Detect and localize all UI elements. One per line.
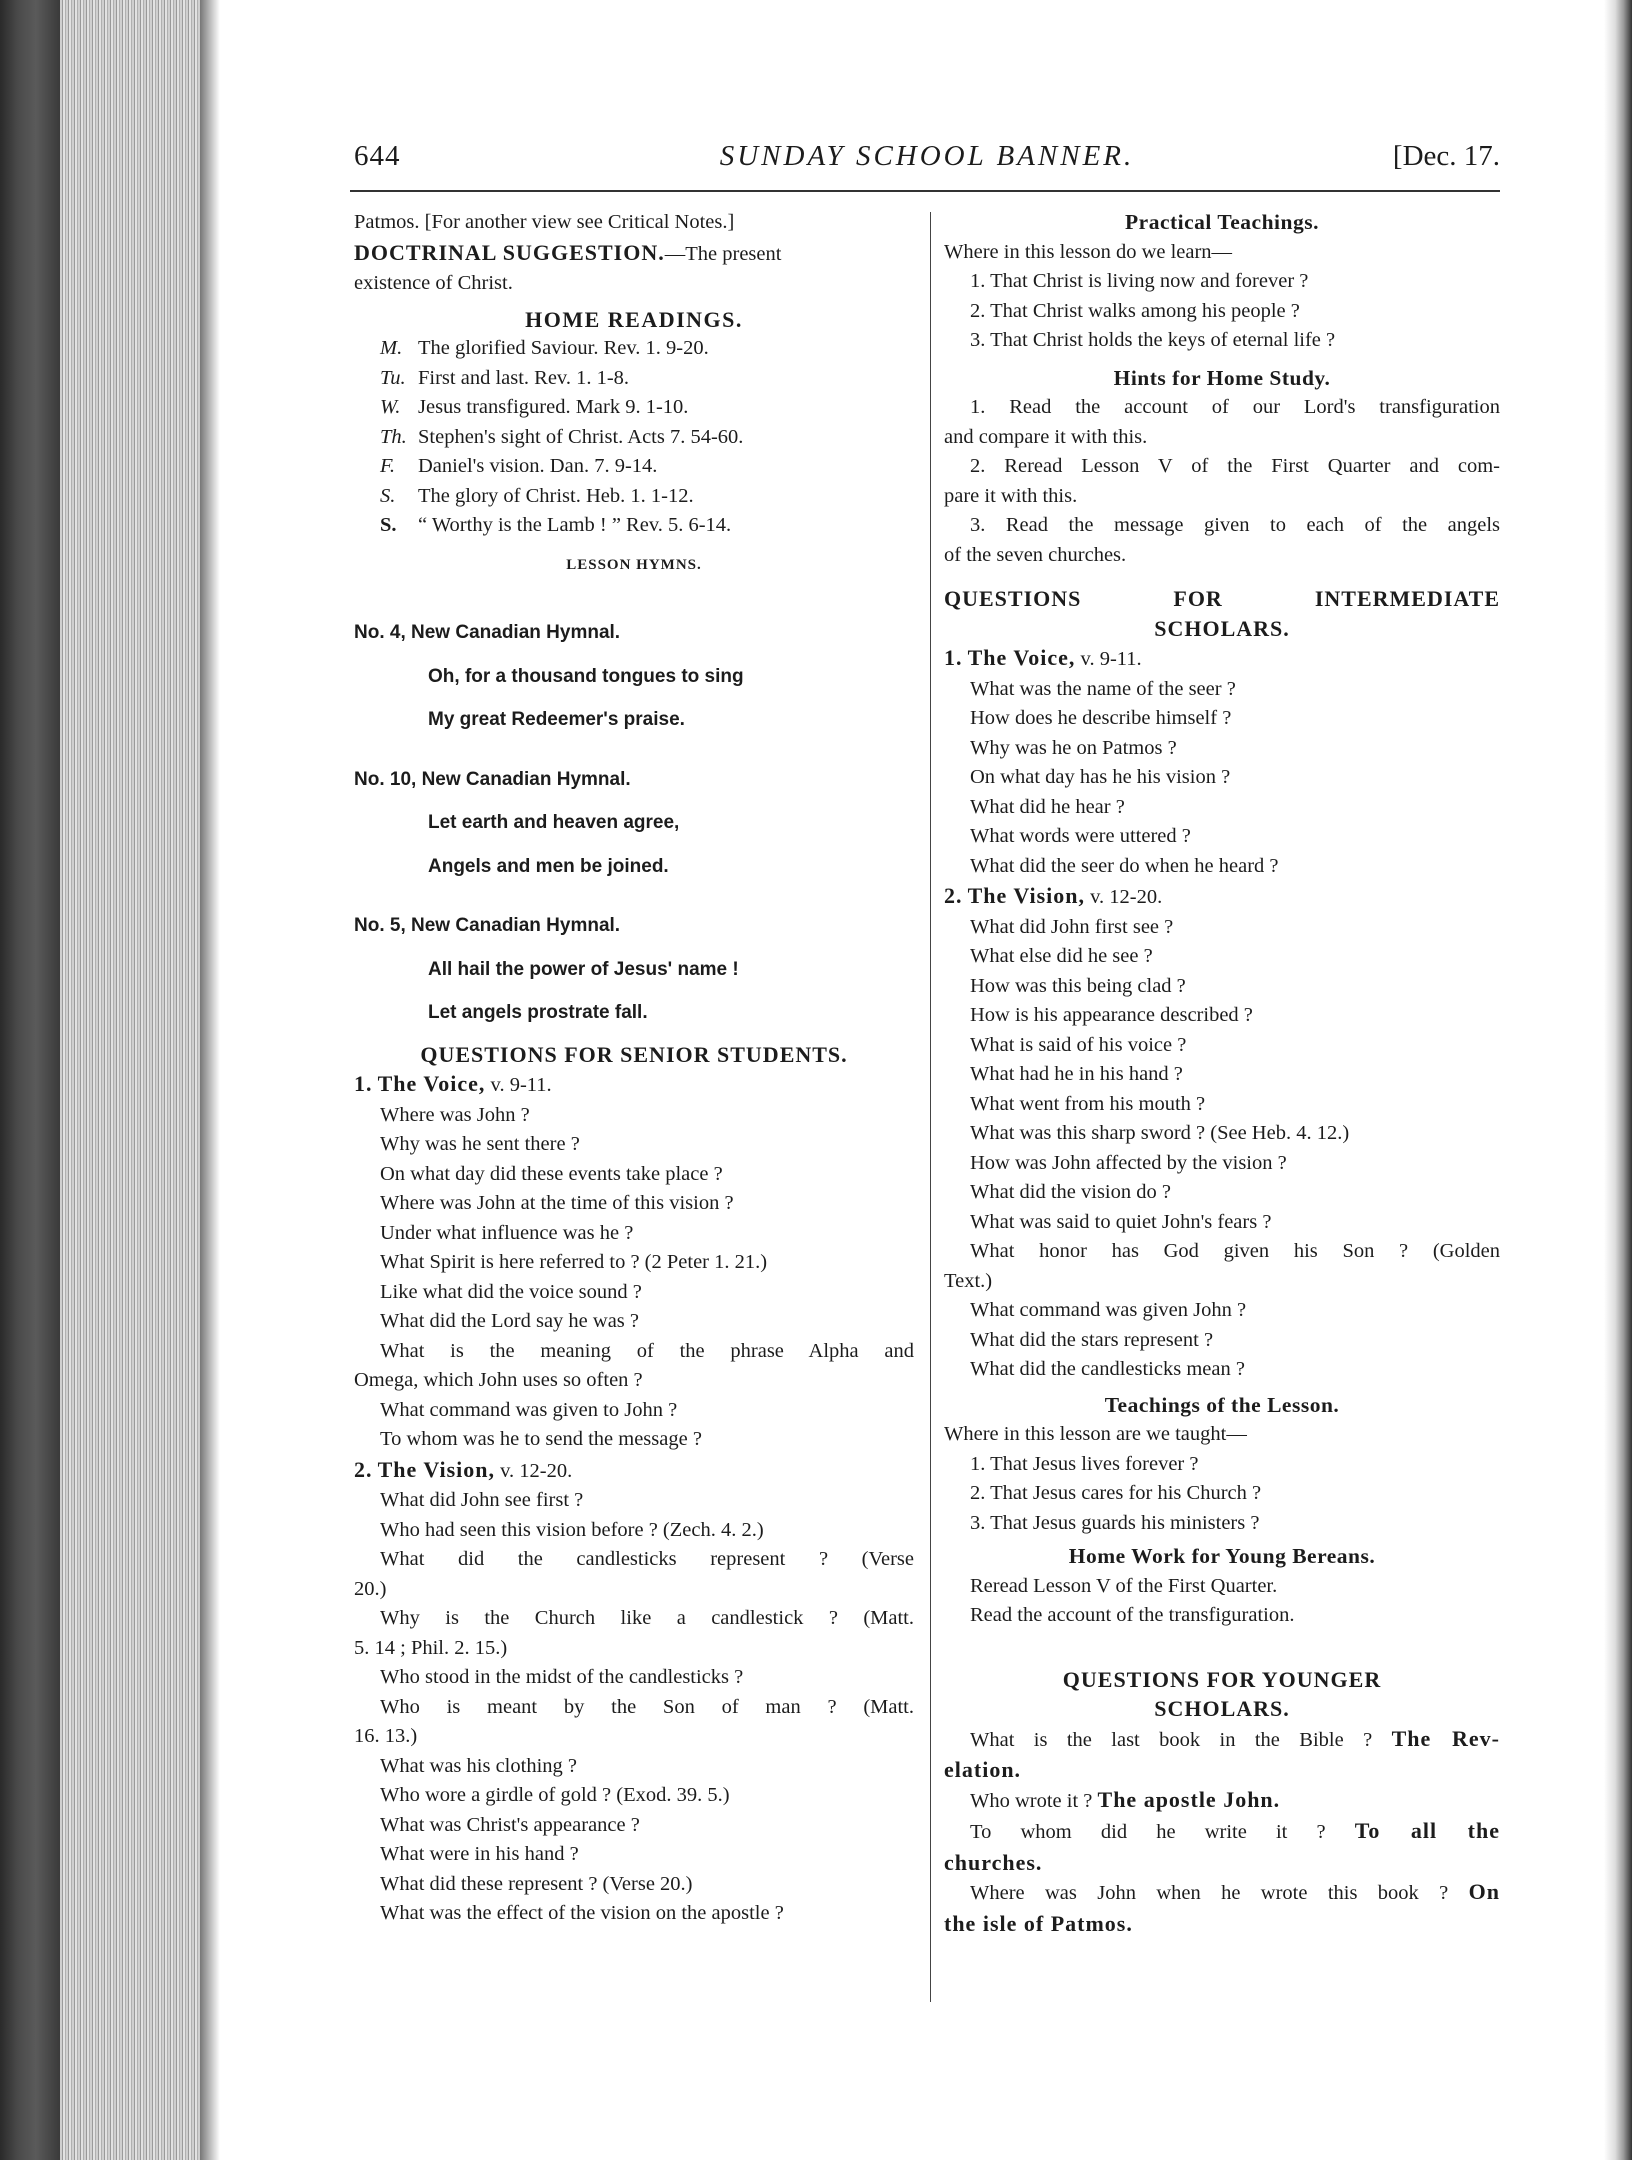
reading-item xyxy=(354,364,914,394)
question-line: What command was given John ? xyxy=(970,1299,1247,1321)
section-number: 2. xyxy=(354,1456,373,1482)
younger-title-line1: QUESTIONS FOR YOUNGER xyxy=(1062,1666,1382,1692)
question-line: What did the candlesticks represent ? (Verse xyxy=(380,1548,914,1570)
answer-text: The Rev- xyxy=(1391,1725,1500,1751)
question-line: What command was given to John ? xyxy=(380,1398,678,1421)
section-heading: The Vision, xyxy=(377,1456,495,1482)
practical-item: 3. That Christ holds the keys of eternal life ? xyxy=(970,329,1336,351)
question-line: 16. 13.) xyxy=(354,1725,418,1747)
hymn-spacer xyxy=(354,735,914,765)
question-line: How does he describe himself ? xyxy=(970,707,1232,729)
homework-item: Read the account of the transfiguration. xyxy=(970,1604,1295,1626)
book-spine xyxy=(0,0,60,2160)
senior-section-1-heading xyxy=(354,1069,914,1101)
practical-item: 2. That Christ walks among his people ? xyxy=(970,299,1300,322)
section-heading: The Vision, xyxy=(967,883,1085,908)
doctrinal-suggestion xyxy=(354,238,914,270)
undefined xyxy=(354,691,914,705)
teachings-title: Teachings of the Lesson. xyxy=(1104,1392,1340,1417)
answer-continued: elation. xyxy=(944,1757,1022,1782)
reading-day: M. xyxy=(380,337,403,359)
reading-item xyxy=(354,334,914,364)
practical-item: 1. That Christ is living now and forever ? xyxy=(970,270,1309,292)
hint-line: pare it with this. xyxy=(944,484,1078,507)
question-line: What did the Lord say he was ? xyxy=(380,1310,640,1332)
doctrinal-text: —The present xyxy=(664,242,782,265)
reading-text: Daniel's vision. Dan. 7. 9-14. xyxy=(418,455,658,477)
question-line: 20.) xyxy=(354,1577,387,1600)
question-line: What is the meaning of the phrase Alpha and xyxy=(380,1339,914,1362)
hymn-title: No. 5, New Canadian Hymnal. xyxy=(354,915,621,936)
intermediate-title-line1: QUESTIONS FOR INTERMEDIATE xyxy=(944,586,1500,611)
intermediate-section-1-questions xyxy=(944,675,1500,882)
younger-question xyxy=(944,1816,1500,1848)
question-line: Why was he sent there ? xyxy=(380,1133,580,1155)
younger-question xyxy=(944,1785,1500,1817)
page-edges xyxy=(60,0,200,2160)
reading-item xyxy=(354,393,914,423)
hymn-list xyxy=(354,580,914,1028)
younger-title-line2: SCHOLARS. xyxy=(1154,1696,1290,1721)
practical-intro: Where in this lesson do we learn— xyxy=(944,240,1233,263)
question-line: What was said to quiet John's fears ? xyxy=(970,1210,1272,1233)
reading-day: F. xyxy=(380,455,396,477)
homework-item: Reread Lesson V of the First Quarter. xyxy=(970,1574,1278,1597)
question-line: What did these represent ? (Verse 20.) xyxy=(380,1872,693,1895)
question-line: Like what did the voice sound ? xyxy=(380,1280,642,1303)
section-number: 1. xyxy=(944,645,963,670)
intermediate-section-2-heading xyxy=(944,881,1500,913)
doctrinal-continued: existence of Christ. xyxy=(354,272,513,294)
header-rule xyxy=(350,190,1500,192)
question-text: To whom did he write it ? xyxy=(970,1821,1326,1843)
question-line: Omega, which John uses so often ? xyxy=(354,1369,643,1391)
practical-list xyxy=(944,267,1500,356)
reading-text: Jesus transfigured. Mark 9. 1-10. xyxy=(418,396,689,418)
question-line: What was the name of the seer ? xyxy=(970,677,1236,700)
hint-line: 1. Read the account of our Lord's transfiguration xyxy=(970,396,1500,418)
question-line: What did John see first ? xyxy=(380,1489,584,1511)
question-line: What was Christ's appearance ? xyxy=(380,1813,640,1836)
answer-text: The apostle John. xyxy=(1097,1786,1281,1812)
intermediate-section-2-questions xyxy=(944,913,1500,1385)
reading-day: S. xyxy=(380,484,396,507)
hymn-line: Angels and men be joined. xyxy=(428,855,669,877)
question-line: How is his appearance described ? xyxy=(970,1004,1253,1026)
senior-section-2-heading xyxy=(354,1455,914,1487)
home-readings-title: HOME READINGS. xyxy=(525,306,743,332)
teaching-item: 2. That Jesus cares for his Church ? xyxy=(970,1482,1262,1504)
question-line: What was his clothing ? xyxy=(380,1754,577,1777)
reading-day: Tu. xyxy=(380,366,406,389)
question-line: Why is the Church like a candlestick ? (Matt. xyxy=(380,1607,914,1629)
reading-day: S. xyxy=(380,514,397,536)
question-line: Why was he on Patmos ? xyxy=(970,736,1177,759)
question-line: Where was John at the time of this vision ? xyxy=(380,1192,734,1214)
question-line: Who wore a girdle of gold ? (Exod. 39. 5.) xyxy=(380,1784,730,1806)
question-line: What were in his hand ? xyxy=(380,1843,579,1865)
question-line: What did the stars represent ? xyxy=(970,1328,1214,1351)
question-line: What did John first see ? xyxy=(970,915,1174,938)
younger-question xyxy=(944,1724,1500,1756)
hymn-line: Let angels prostrate fall. xyxy=(428,1002,648,1023)
teachings-list xyxy=(944,1450,1500,1539)
reading-day: Th. xyxy=(380,425,407,448)
hints-title: Hints for Home Study. xyxy=(1113,365,1331,390)
intermediate-title-line2: SCHOLARS. xyxy=(1154,615,1290,641)
issue-date: [Dec. 17. xyxy=(1392,140,1500,172)
question-line: How was John affected by the vision ? xyxy=(970,1151,1287,1174)
undefined xyxy=(354,941,914,955)
section-number: 1. xyxy=(354,1071,373,1096)
question-line: What was this sharp sword ? (See Heb. 4. 12.) xyxy=(970,1122,1350,1144)
reading-text: First and last. Rev. 1. 1-8. xyxy=(418,366,630,389)
section-number: 2. xyxy=(944,883,963,908)
right-column xyxy=(944,208,1500,1938)
hymn-line: Let earth and heaven agree, xyxy=(428,812,680,833)
section-reference: v. 9-11. xyxy=(490,1074,552,1096)
question-line: What did the seer do when he heard ? xyxy=(970,854,1279,877)
section-reference: v. 12-20. xyxy=(500,1459,573,1482)
reading-item xyxy=(354,482,914,512)
answer-continued: the isle of Patmos. xyxy=(944,1910,1133,1936)
hint-line: 2. Reread Lesson V of the First Quarter and com- xyxy=(970,455,1500,477)
hint-line: of the seven churches. xyxy=(944,543,1127,566)
question-line: What honor has God given his Son ? (Golden xyxy=(970,1240,1500,1262)
senior-section-1-questions xyxy=(354,1101,914,1455)
hymn-line: My great Redeemer's praise. xyxy=(428,709,685,730)
question-line: Text.) xyxy=(944,1269,993,1292)
question-line: Who had seen this vision before ? (Zech. 4. 2.) xyxy=(380,1518,764,1541)
intro-line: Patmos. [For another view see Critical Notes.] xyxy=(354,211,735,233)
reading-text: Stephen's sight of Christ. Acts 7. 54-60. xyxy=(418,425,744,448)
page xyxy=(350,0,1500,2160)
teaching-item: 1. That Jesus lives forever ? xyxy=(970,1452,1199,1475)
question-line: What did the vision do ? xyxy=(970,1181,1171,1203)
undefined xyxy=(354,984,914,998)
question-line: What else did he see ? xyxy=(970,945,1153,967)
question-text: Where was John when he wrote this book ? xyxy=(970,1882,1449,1904)
question-line: On what day has he his vision ? xyxy=(970,766,1231,788)
question-line: Where was John ? xyxy=(380,1103,530,1126)
senior-questions-title: QUESTIONS FOR SENIOR STUDENTS. xyxy=(420,1041,848,1067)
question-line: Under what influence was he ? xyxy=(380,1221,634,1244)
hymn-spacer xyxy=(354,881,914,911)
hymn-title: No. 10, New Canadian Hymnal. xyxy=(354,768,631,790)
reading-item xyxy=(354,452,914,482)
left-column xyxy=(354,208,914,1929)
question-line: What did the candlesticks mean ? xyxy=(970,1358,1245,1380)
homework-list xyxy=(944,1572,1500,1631)
question-line: What Spirit is here referred to ? (2 Peter 1. 21.) xyxy=(380,1251,768,1273)
reading-text: The glory of Christ. Heb. 1. 1-12. xyxy=(418,484,694,507)
teachings-intro: Where in this lesson are we taught— xyxy=(944,1423,1247,1445)
reading-text: The glorified Saviour. Rev. 1. 9-20. xyxy=(418,337,709,359)
senior-section-2-questions xyxy=(354,1486,914,1929)
publication-title: SUNDAY SCHOOL BANNER. xyxy=(719,140,1135,172)
question-line: Who is meant by the Son of man ? (Matt. xyxy=(380,1695,914,1718)
section-reference: v. 12-20. xyxy=(1090,886,1163,908)
question-line: On what day did these events take place ? xyxy=(380,1162,723,1185)
question-line: What is said of his voice ? xyxy=(970,1033,1187,1056)
younger-questions xyxy=(944,1724,1500,1939)
hymn-spacer xyxy=(354,580,914,618)
question-line: Who stood in the midst of the candlesticks ? xyxy=(380,1666,744,1688)
reading-text: “ Worthy is the Lamb ! ” Rev. 5. 6-14. xyxy=(418,514,732,536)
question-text: Who wrote it ? xyxy=(970,1789,1093,1812)
gutter-shadow xyxy=(200,0,220,2160)
question-line: What was the effect of the vision on the apostle ? xyxy=(380,1902,784,1924)
question-line: What words were uttered ? xyxy=(970,825,1191,847)
section-reference: v. 9-11. xyxy=(1080,648,1142,670)
undefined xyxy=(354,648,914,662)
answer-text: On xyxy=(1468,1879,1501,1904)
answer-continued: churches. xyxy=(944,1849,1043,1875)
homework-title: Home Work for Young Bereans. xyxy=(1068,1544,1376,1568)
right-edge xyxy=(1604,0,1632,2160)
reading-item xyxy=(354,511,914,541)
teaching-item: 3. That Jesus guards his ministers ? xyxy=(970,1511,1260,1534)
section-heading: The Voice, xyxy=(377,1071,486,1096)
question-line: What went from his mouth ? xyxy=(970,1092,1206,1115)
younger-question xyxy=(944,1877,1500,1909)
question-line: 5. 14 ; Phil. 2. 15.) xyxy=(354,1636,508,1659)
answer-text: To all the xyxy=(1354,1818,1501,1843)
question-line: What had he in his hand ? xyxy=(970,1063,1183,1085)
hint-line: and compare it with this. xyxy=(944,425,1148,448)
question-line: How was this being clad ? xyxy=(970,974,1186,997)
reading-item xyxy=(354,423,914,453)
hymn-line: Oh, for a thousand tongues to sing xyxy=(428,665,744,687)
doctrinal-label: DOCTRINAL SUGGESTION. xyxy=(354,239,665,265)
hint-line: 3. Read the message given to each of the angels xyxy=(970,514,1500,536)
hymn-title: No. 4, New Canadian Hymnal. xyxy=(354,622,621,643)
question-line: To whom was he to send the message ? xyxy=(380,1428,702,1450)
reading-day: W. xyxy=(380,396,401,418)
hymn-line: All hail the power of Jesus' name ! xyxy=(428,958,739,980)
home-readings-list xyxy=(354,334,914,541)
question-text: What is the last book in the Bible ? xyxy=(970,1728,1373,1751)
undefined xyxy=(354,794,914,808)
page-number: 644 xyxy=(354,140,401,172)
intermediate-section-1-heading xyxy=(944,643,1500,675)
running-header xyxy=(354,140,1500,184)
column-divider xyxy=(930,212,931,2002)
section-heading: The Voice, xyxy=(967,645,1076,670)
undefined xyxy=(354,838,914,852)
question-line: What did he hear ? xyxy=(970,795,1125,818)
practical-teachings-title: Practical Teachings. xyxy=(1125,210,1319,234)
hints-list xyxy=(944,393,1500,570)
lesson-hymns-title: LESSON HYMNS. xyxy=(566,556,702,573)
